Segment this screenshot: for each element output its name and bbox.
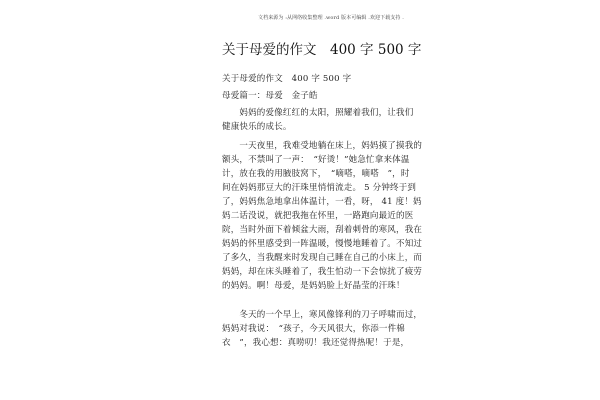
paragraph-line: 妈二话没说，就把我拖在怀里，一路跑向最近的医 xyxy=(222,211,414,221)
paragraph-line: 妈妈的爱像红红的太阳，照耀着我们，让我们 xyxy=(222,108,414,118)
paragraph-line: 间在妈妈那豆大的汗珠里悄悄流走。 5 分钟终于到 xyxy=(222,183,417,193)
paragraph-line: 额头，不禁叫了一声： “好烫！”她急忙拿来体温 xyxy=(222,155,410,165)
source-note: 文档来源为 :从网络收集整理 .word 版本可编辑 .欢迎下载支持 . xyxy=(258,15,404,21)
document-title: 关于母爱的作文 400 字 500 字 xyxy=(222,42,422,58)
paragraph-line: 妈妈的怀里感受到一阵温暖，慢慢地睡着了。不知过 xyxy=(222,239,423,249)
subtitle-line: 关于母爱的作文 400 字 500 字 xyxy=(222,74,352,84)
paragraph-line: 计，放在我的用腋肢窝下， “嘀嗒，嘀嗒 ”，时 xyxy=(222,169,410,179)
paragraph-line: 健康快乐的成长。 xyxy=(222,122,292,132)
paragraph-line: 妈妈，却在床头睡着了，我生怕动一下会惊扰了疲劳 xyxy=(222,267,423,277)
paragraph-line: 妈妈对我说： “孩子，今天风很大，你添一件棉 xyxy=(222,324,405,334)
paragraph-line: 院，当时外面下着倾盆大雨，刮着刺骨的寒风，我在 xyxy=(222,225,423,235)
paragraph-line: 了，妈妈焦急地拿出体温计，一看，呀， 41 度！妈 xyxy=(222,197,422,207)
paragraph-line: 的妈妈。啊！母爱，是妈妈脸上好晶莹的汗珠！ xyxy=(222,281,405,291)
paragraph-line: 衣 ”，我心想：真唠叨！我还觉得热呢！于是， xyxy=(222,338,410,348)
paragraph-line: 了多久，当我醒来时发现自己睡在自己的小床上，而 xyxy=(222,253,423,263)
paragraph-line: 一天夜里，我难受地躺在床上，妈妈摸了摸我的 xyxy=(222,141,423,151)
section-heading: 母爱篇一：母爱 金子皓 xyxy=(222,91,318,101)
paragraph-line: 冬天的一个早上，寒风像锋利的刀子呼啸而过， xyxy=(222,310,423,320)
